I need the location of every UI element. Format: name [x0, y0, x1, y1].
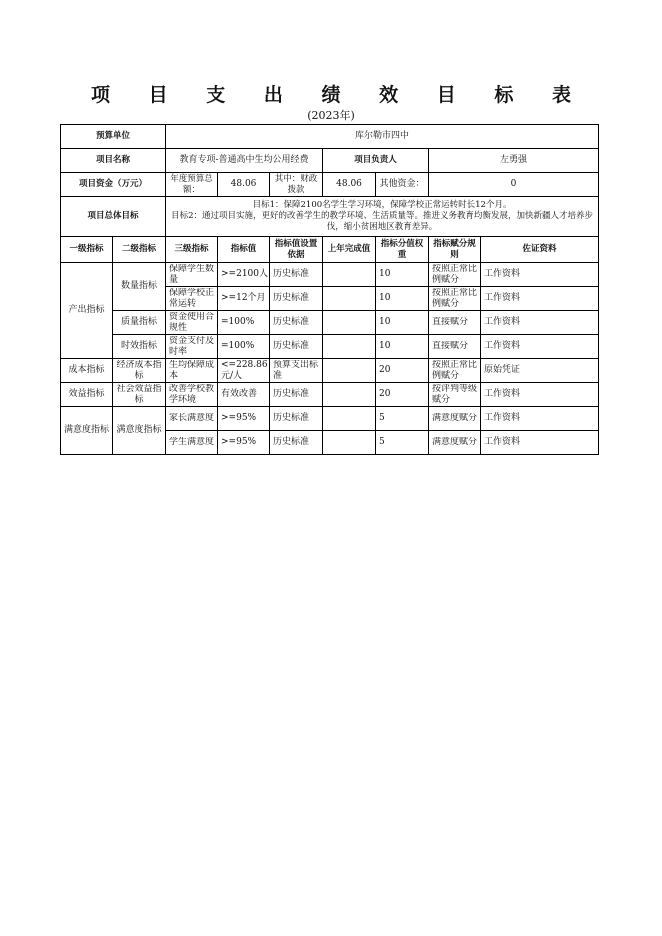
value-cell: >=2100人	[218, 263, 270, 287]
weight-cell: 10	[376, 335, 429, 359]
goal-1: 目标1：保障2100名学生学习环境，保障学校正常运转时长12个月。	[252, 200, 512, 210]
rule-cell: 按照正常比例赋分	[432, 287, 478, 309]
level1-output: 产出指标	[61, 263, 113, 359]
evidence-cell: 工作资料	[481, 407, 599, 431]
level3-cell: 保障学生数量	[169, 263, 215, 285]
value-cell: >=12个月	[218, 287, 270, 311]
level1-satisfaction: 满意度指标	[61, 407, 113, 455]
col-header: 指标分值权重	[376, 237, 429, 263]
level2-satisfaction: 满意度指标	[113, 407, 166, 455]
level3-cell: 资金支付及时率	[169, 335, 215, 357]
last-year-cell	[323, 383, 376, 407]
project-name-label: 项目名称	[61, 149, 166, 173]
evidence-cell: 工作资料	[481, 311, 599, 335]
col-header: 指标值	[218, 237, 270, 263]
other-funds-label: 其他资金：	[376, 173, 429, 197]
evidence-cell: 工作资料	[481, 263, 599, 287]
col-header: 三级指标	[166, 237, 218, 263]
value-cell: =100%	[218, 311, 270, 335]
basis-cell: 历史标准	[270, 383, 323, 407]
page-title: 项 目 支 出 绩 效 目 标 表	[91, 84, 587, 106]
last-year-cell	[323, 407, 376, 431]
weight-cell: 10	[376, 263, 429, 287]
basis-cell: 预算支出标准	[273, 359, 319, 381]
rule-cell: 满意度赋分	[432, 437, 478, 447]
table-row	[61, 383, 599, 407]
weight-cell: 10	[376, 287, 429, 311]
goal-2: 目标2：通过项目实施，更好的改善学生的教学环境、生活质量等。推进义务教育均衡发展，加快新疆人才培养步伐，缩小贫困地区教育差异。	[171, 211, 593, 232]
value-cell: >=95%	[218, 407, 270, 431]
table-row	[61, 407, 599, 431]
other-funds-value: 0	[429, 173, 599, 197]
last-year-cell	[323, 431, 376, 455]
table-row	[61, 311, 599, 335]
budget-unit-value: 库尔勒市四中	[166, 125, 599, 149]
evidence-cell: 工作资料	[481, 431, 599, 455]
value-cell: 有效改善	[218, 383, 270, 407]
level2-quality: 质量指标	[113, 311, 166, 335]
column-header-row	[61, 237, 599, 263]
col-header: 指标赋分规则	[429, 237, 481, 263]
basis-cell: 历史标准	[270, 287, 323, 311]
level3-cell: 学生满意度	[169, 437, 215, 447]
level1-cost: 成本指标	[61, 359, 113, 383]
last-year-cell	[323, 359, 376, 383]
evidence-cell: 原始凭证	[481, 359, 599, 383]
weight-cell: 5	[376, 407, 429, 431]
weight-cell: 20	[376, 359, 429, 383]
fiscal-allocation-value: 48.06	[323, 173, 376, 197]
evidence-cell: 工作资料	[481, 287, 599, 311]
basis-cell: 历史标准	[270, 311, 323, 335]
col-header: 一级指标	[61, 237, 113, 263]
basis-cell: 历史标准	[270, 407, 323, 431]
project-leader-value: 左勇强	[429, 149, 599, 173]
rule-cell: 满意度赋分	[432, 413, 478, 423]
project-leader-label: 项目负责人	[323, 149, 429, 173]
project-funds-label: 项目资金（万元）	[61, 173, 166, 197]
value-cell: <=228.86元/人	[221, 359, 268, 381]
last-year-cell	[323, 335, 376, 359]
level3-cell: 生均保障成本	[169, 359, 215, 381]
level2-social-benefit: 社会效益指标	[116, 383, 162, 405]
project-name-value: 教育专项-普通高中生均公用经费	[166, 149, 323, 173]
budget-unit-label: 预算单位	[61, 125, 166, 149]
level3-cell: 资金使用合规性	[169, 311, 215, 333]
rule-cell: 直接赋分	[432, 317, 469, 327]
rule-cell: 按评判等级赋分	[432, 383, 478, 405]
level1-benefit: 效益指标	[61, 383, 113, 407]
level2-economic-cost: 经济成本指标	[116, 359, 162, 381]
page-subtitle-year: (2023年)	[307, 109, 355, 122]
level3-cell: 家长满意度	[169, 413, 215, 423]
rule-cell: 按照正常比例赋分	[432, 263, 478, 285]
col-header: 指标值设置依据	[270, 237, 323, 263]
evidence-cell: 工作资料	[481, 383, 599, 407]
annual-budget-value: 48.06	[218, 173, 270, 197]
overall-goal-text	[166, 197, 599, 237]
last-year-cell	[323, 263, 376, 287]
col-header: 佐证资料	[481, 237, 599, 263]
value-cell: >=95%	[218, 431, 270, 455]
table-row	[61, 335, 599, 359]
col-header: 二级指标	[113, 237, 166, 263]
weight-cell: 20	[376, 383, 429, 407]
overall-goal-label: 项目总体目标	[61, 197, 166, 237]
col-header: 上年完成值	[323, 237, 376, 263]
level2-timeliness: 时效指标	[113, 335, 166, 359]
basis-cell: 历史标准	[270, 431, 323, 455]
rule-cell: 直接赋分	[432, 341, 469, 351]
value-cell: =100%	[218, 335, 270, 359]
level3-cell: 保障学校正常运转	[169, 287, 215, 309]
basis-cell: 历史标准	[270, 335, 323, 359]
fiscal-allocation-label: 其中：财政拨款	[270, 173, 323, 197]
rule-cell: 按照正常比例赋分	[432, 359, 478, 381]
annual-budget-label: 年度预算总额：	[166, 173, 218, 197]
level3-cell: 改善学校教学环境	[169, 383, 215, 405]
weight-cell: 5	[376, 431, 429, 455]
last-year-cell	[323, 311, 376, 335]
weight-cell: 10	[376, 311, 429, 335]
last-year-cell	[323, 287, 376, 311]
table-row	[61, 263, 599, 287]
basis-cell: 历史标准	[270, 263, 323, 287]
evidence-cell: 工作资料	[481, 335, 599, 359]
level2-quantity: 数量指标	[113, 263, 166, 311]
table-row	[61, 359, 599, 383]
performance-target-table	[60, 124, 599, 455]
